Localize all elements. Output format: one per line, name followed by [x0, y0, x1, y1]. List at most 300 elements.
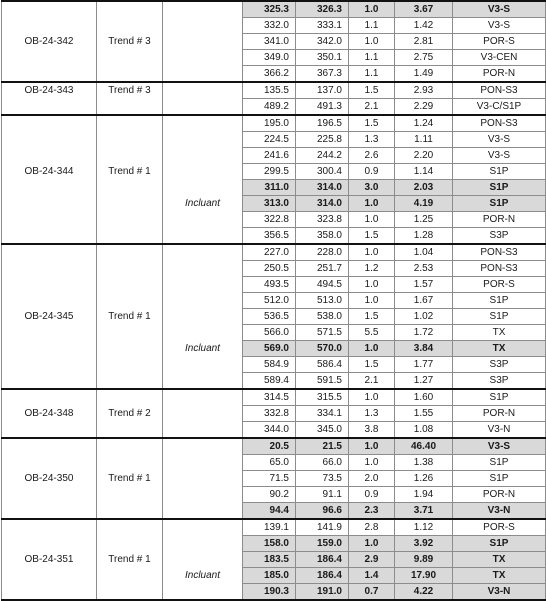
note-cell: Incluant — [163, 568, 243, 584]
trend-cell: Trend # 3 — [97, 34, 163, 50]
to-cell: 91.1 — [296, 487, 349, 503]
from-cell: 569.0 — [243, 341, 296, 357]
grade-cell: 1.14 — [395, 164, 453, 180]
drill-hole-cell — [2, 373, 97, 390]
domain-cell: S3P — [453, 373, 546, 390]
trend-cell — [97, 568, 163, 584]
drill-hole-cell — [2, 99, 97, 116]
grade-cell: 3.67 — [395, 1, 453, 18]
note-cell — [163, 536, 243, 552]
drill-hole-cell — [2, 357, 97, 373]
length-cell: 2.9 — [349, 552, 395, 568]
note-cell — [163, 244, 243, 261]
domain-cell: S1P — [453, 180, 546, 196]
length-cell: 2.6 — [349, 148, 395, 164]
length-cell: 1.1 — [349, 18, 395, 34]
to-cell: 137.0 — [296, 82, 349, 99]
trend-cell — [97, 487, 163, 503]
from-cell: 90.2 — [243, 487, 296, 503]
note-cell — [163, 487, 243, 503]
from-cell: 94.4 — [243, 503, 296, 520]
trend-cell — [97, 584, 163, 601]
grade-cell: 3.71 — [395, 503, 453, 520]
to-cell: 571.5 — [296, 325, 349, 341]
from-cell: 190.3 — [243, 584, 296, 601]
drill-hole-cell — [2, 18, 97, 34]
to-cell: 350.1 — [296, 50, 349, 66]
to-cell: 323.8 — [296, 212, 349, 228]
drill-hole-cell — [2, 132, 97, 148]
grade-cell: 9.89 — [395, 552, 453, 568]
note-cell — [163, 471, 243, 487]
grade-cell: 1.26 — [395, 471, 453, 487]
table-row — [2, 180, 546, 196]
from-cell: 139.1 — [243, 519, 296, 536]
to-cell: 491.3 — [296, 99, 349, 116]
table-row — [2, 341, 546, 357]
drill-hole-cell — [2, 212, 97, 228]
grade-cell: 4.19 — [395, 196, 453, 212]
from-cell: 366.2 — [243, 66, 296, 83]
from-cell: 489.2 — [243, 99, 296, 116]
length-cell: 1.0 — [349, 389, 395, 406]
to-cell: 334.1 — [296, 406, 349, 422]
grade-cell: 2.29 — [395, 99, 453, 116]
table-row — [2, 438, 546, 455]
table-row — [2, 1, 546, 18]
drill-hole-cell — [2, 341, 97, 357]
table-row — [2, 373, 546, 390]
length-cell: 1.0 — [349, 341, 395, 357]
length-cell: 3.8 — [349, 422, 395, 439]
trend-cell: Trend # 1 — [97, 309, 163, 325]
grade-cell: 1.12 — [395, 519, 453, 536]
table-row — [2, 115, 546, 132]
table-row — [2, 584, 546, 601]
to-cell: 494.5 — [296, 277, 349, 293]
table-row — [2, 357, 546, 373]
length-cell: 2.0 — [349, 471, 395, 487]
trend-cell — [97, 244, 163, 261]
drill-results-table — [1, 0, 546, 601]
to-cell: 570.0 — [296, 341, 349, 357]
table-row — [2, 244, 546, 261]
from-cell: 344.0 — [243, 422, 296, 439]
domain-cell: V3-N — [453, 503, 546, 520]
drill-hole-cell — [2, 584, 97, 601]
domain-cell: S3P — [453, 357, 546, 373]
grade-cell: 2.81 — [395, 34, 453, 50]
from-cell: 299.5 — [243, 164, 296, 180]
to-cell: 186.4 — [296, 568, 349, 584]
to-cell: 358.0 — [296, 228, 349, 245]
grade-cell: 1.49 — [395, 66, 453, 83]
drill-hole-cell — [2, 293, 97, 309]
note-cell — [163, 309, 243, 325]
trend-cell: Trend # 3 — [97, 82, 163, 99]
to-cell: 196.5 — [296, 115, 349, 132]
table-row — [2, 82, 546, 99]
length-cell: 1.5 — [349, 309, 395, 325]
length-cell: 1.0 — [349, 212, 395, 228]
note-cell — [163, 277, 243, 293]
drill-hole-cell — [2, 519, 97, 536]
trend-cell — [97, 99, 163, 116]
from-cell: 356.5 — [243, 228, 296, 245]
to-cell: 225.8 — [296, 132, 349, 148]
grade-cell: 1.28 — [395, 228, 453, 245]
grade-cell: 1.27 — [395, 373, 453, 390]
table-row — [2, 164, 546, 180]
trend-cell — [97, 228, 163, 245]
note-cell — [163, 99, 243, 116]
domain-cell: POR-S — [453, 519, 546, 536]
note-cell — [163, 164, 243, 180]
drill-hole-cell — [2, 455, 97, 471]
table-row — [2, 228, 546, 245]
note-cell — [163, 325, 243, 341]
table-row — [2, 536, 546, 552]
trend-cell — [97, 132, 163, 148]
grade-cell: 2.03 — [395, 180, 453, 196]
domain-cell: S1P — [453, 293, 546, 309]
trend-cell — [97, 455, 163, 471]
drill-hole-cell — [2, 148, 97, 164]
to-cell: 314.0 — [296, 180, 349, 196]
drill-hole-cell: OB-24-342 — [2, 34, 97, 50]
grade-cell: 1.25 — [395, 212, 453, 228]
drill-hole-cell — [2, 536, 97, 552]
trend-cell — [97, 503, 163, 520]
table-row — [2, 455, 546, 471]
table-row — [2, 132, 546, 148]
length-cell: 1.4 — [349, 568, 395, 584]
from-cell: 341.0 — [243, 34, 296, 50]
from-cell: 325.3 — [243, 1, 296, 18]
trend-cell — [97, 18, 163, 34]
to-cell: 244.2 — [296, 148, 349, 164]
note-cell — [163, 115, 243, 132]
from-cell: 227.0 — [243, 244, 296, 261]
note-cell — [163, 132, 243, 148]
drill-hole-cell: OB-24-344 — [2, 164, 97, 180]
trend-cell — [97, 536, 163, 552]
drill-hole-cell — [2, 196, 97, 212]
note-cell — [163, 1, 243, 18]
domain-cell: POR-N — [453, 406, 546, 422]
length-cell: 0.9 — [349, 487, 395, 503]
from-cell: 20.5 — [243, 438, 296, 455]
domain-cell: V3-S — [453, 132, 546, 148]
trend-cell — [97, 196, 163, 212]
grade-cell: 2.75 — [395, 50, 453, 66]
grade-cell: 2.53 — [395, 261, 453, 277]
to-cell: 345.0 — [296, 422, 349, 439]
to-cell: 66.0 — [296, 455, 349, 471]
note-cell — [163, 212, 243, 228]
length-cell: 1.5 — [349, 115, 395, 132]
note-cell: Incluant — [163, 341, 243, 357]
length-cell: 1.0 — [349, 438, 395, 455]
domain-cell: S1P — [453, 471, 546, 487]
length-cell: 1.0 — [349, 244, 395, 261]
from-cell: 65.0 — [243, 455, 296, 471]
trend-cell — [97, 180, 163, 196]
note-cell — [163, 373, 243, 390]
drill-hole-cell — [2, 66, 97, 83]
to-cell: 342.0 — [296, 34, 349, 50]
from-cell: 536.5 — [243, 309, 296, 325]
to-cell: 538.0 — [296, 309, 349, 325]
from-cell: 158.0 — [243, 536, 296, 552]
from-cell: 349.0 — [243, 50, 296, 66]
note-cell — [163, 18, 243, 34]
drill-results-body — [2, 1, 546, 600]
from-cell: 493.5 — [243, 277, 296, 293]
grade-cell: 1.94 — [395, 487, 453, 503]
drill-hole-cell — [2, 244, 97, 261]
length-cell: 1.2 — [349, 261, 395, 277]
grade-cell: 1.72 — [395, 325, 453, 341]
trend-cell — [97, 293, 163, 309]
grade-cell: 1.38 — [395, 455, 453, 471]
length-cell: 1.0 — [349, 34, 395, 50]
note-cell — [163, 82, 243, 99]
note-cell — [163, 406, 243, 422]
table-row — [2, 552, 546, 568]
note-cell — [163, 50, 243, 66]
domain-cell: TX — [453, 552, 546, 568]
from-cell: 71.5 — [243, 471, 296, 487]
trend-cell — [97, 422, 163, 439]
length-cell: 1.0 — [349, 1, 395, 18]
note-cell — [163, 584, 243, 601]
domain-cell: V3-S — [453, 18, 546, 34]
trend-cell: Trend # 1 — [97, 552, 163, 568]
drill-hole-cell — [2, 568, 97, 584]
note-cell — [163, 148, 243, 164]
from-cell: 195.0 — [243, 115, 296, 132]
table-row — [2, 519, 546, 536]
note-cell — [163, 519, 243, 536]
drill-hole-cell — [2, 180, 97, 196]
from-cell: 185.0 — [243, 568, 296, 584]
trend-cell — [97, 325, 163, 341]
domain-cell: POR-S — [453, 277, 546, 293]
drill-hole-cell — [2, 277, 97, 293]
domain-cell: S1P — [453, 196, 546, 212]
domain-cell: S1P — [453, 389, 546, 406]
length-cell: 1.0 — [349, 293, 395, 309]
length-cell: 1.1 — [349, 66, 395, 83]
drill-hole-cell — [2, 115, 97, 132]
domain-cell: POR-N — [453, 487, 546, 503]
to-cell: 586.4 — [296, 357, 349, 373]
grade-cell: 2.93 — [395, 82, 453, 99]
grade-cell: 1.60 — [395, 389, 453, 406]
domain-cell: V3-N — [453, 584, 546, 601]
note-cell: Incluant — [163, 196, 243, 212]
table-row — [2, 389, 546, 406]
length-cell: 1.0 — [349, 277, 395, 293]
note-cell — [163, 180, 243, 196]
drill-hole-cell: OB-24-351 — [2, 552, 97, 568]
grade-cell: 1.55 — [395, 406, 453, 422]
table-row — [2, 487, 546, 503]
from-cell: 311.0 — [243, 180, 296, 196]
table-row — [2, 66, 546, 83]
trend-cell — [97, 212, 163, 228]
length-cell: 1.5 — [349, 228, 395, 245]
to-cell: 326.3 — [296, 1, 349, 18]
table-row — [2, 325, 546, 341]
note-cell — [163, 228, 243, 245]
to-cell: 367.3 — [296, 66, 349, 83]
domain-cell: POR-N — [453, 212, 546, 228]
drill-hole-cell — [2, 503, 97, 520]
from-cell: 250.5 — [243, 261, 296, 277]
domain-cell: TX — [453, 341, 546, 357]
length-cell: 1.0 — [349, 455, 395, 471]
domain-cell: S1P — [453, 309, 546, 325]
table-row — [2, 34, 546, 50]
trend-cell — [97, 373, 163, 390]
length-cell: 1.3 — [349, 132, 395, 148]
from-cell: 512.0 — [243, 293, 296, 309]
to-cell: 159.0 — [296, 536, 349, 552]
trend-cell — [97, 50, 163, 66]
table-row — [2, 50, 546, 66]
grade-cell: 1.04 — [395, 244, 453, 261]
table-row — [2, 18, 546, 34]
grade-cell: 1.11 — [395, 132, 453, 148]
trend-cell: Trend # 2 — [97, 406, 163, 422]
from-cell: 183.5 — [243, 552, 296, 568]
to-cell: 141.9 — [296, 519, 349, 536]
domain-cell: V3-C/S1P — [453, 99, 546, 116]
table-row — [2, 568, 546, 584]
note-cell — [163, 503, 243, 520]
table-row — [2, 261, 546, 277]
trend-cell — [97, 1, 163, 18]
table-row — [2, 196, 546, 212]
domain-cell: S1P — [453, 536, 546, 552]
drill-hole-cell — [2, 422, 97, 439]
to-cell: 96.6 — [296, 503, 349, 520]
domain-cell: V3-S — [453, 1, 546, 18]
domain-cell: V3-N — [453, 422, 546, 439]
drill-hole-cell — [2, 261, 97, 277]
domain-cell: TX — [453, 325, 546, 341]
from-cell: 584.9 — [243, 357, 296, 373]
note-cell — [163, 34, 243, 50]
table-row — [2, 99, 546, 116]
trend-cell: Trend # 1 — [97, 164, 163, 180]
to-cell: 251.7 — [296, 261, 349, 277]
grade-cell: 46.40 — [395, 438, 453, 455]
trend-cell — [97, 519, 163, 536]
from-cell: 332.0 — [243, 18, 296, 34]
from-cell: 332.8 — [243, 406, 296, 422]
drill-hole-cell — [2, 487, 97, 503]
length-cell: 2.3 — [349, 503, 395, 520]
length-cell: 1.5 — [349, 357, 395, 373]
length-cell: 2.8 — [349, 519, 395, 536]
domain-cell: PON-S3 — [453, 244, 546, 261]
drill-hole-cell: OB-24-350 — [2, 471, 97, 487]
drill-hole-cell: OB-24-348 — [2, 406, 97, 422]
domain-cell: POR-S — [453, 34, 546, 50]
length-cell: 5.5 — [349, 325, 395, 341]
from-cell: 322.8 — [243, 212, 296, 228]
drill-hole-cell — [2, 1, 97, 18]
drill-hole-cell — [2, 438, 97, 455]
domain-cell: V3-S — [453, 148, 546, 164]
note-cell — [163, 357, 243, 373]
note-cell — [163, 261, 243, 277]
domain-cell: TX — [453, 568, 546, 584]
table-row — [2, 148, 546, 164]
table-row — [2, 471, 546, 487]
to-cell: 513.0 — [296, 293, 349, 309]
grade-cell: 2.20 — [395, 148, 453, 164]
trend-cell — [97, 277, 163, 293]
note-cell — [163, 552, 243, 568]
from-cell: 566.0 — [243, 325, 296, 341]
drill-hole-cell: OB-24-343 — [2, 82, 97, 99]
domain-cell: V3-S — [453, 438, 546, 455]
from-cell: 313.0 — [243, 196, 296, 212]
table-row — [2, 422, 546, 439]
grade-cell: 1.57 — [395, 277, 453, 293]
to-cell: 300.4 — [296, 164, 349, 180]
to-cell: 315.5 — [296, 389, 349, 406]
domain-cell: S3P — [453, 228, 546, 245]
table-row — [2, 293, 546, 309]
to-cell: 333.1 — [296, 18, 349, 34]
note-cell — [163, 438, 243, 455]
domain-cell: PON-S3 — [453, 115, 546, 132]
to-cell: 73.5 — [296, 471, 349, 487]
drill-hole-cell — [2, 389, 97, 406]
grade-cell: 1.08 — [395, 422, 453, 439]
note-cell — [163, 455, 243, 471]
to-cell: 314.0 — [296, 196, 349, 212]
table-row — [2, 503, 546, 520]
length-cell: 2.1 — [349, 373, 395, 390]
drill-hole-cell: OB-24-345 — [2, 309, 97, 325]
from-cell: 135.5 — [243, 82, 296, 99]
trend-cell: Trend # 1 — [97, 471, 163, 487]
trend-cell — [97, 115, 163, 132]
grade-cell: 1.42 — [395, 18, 453, 34]
to-cell: 228.0 — [296, 244, 349, 261]
to-cell: 591.5 — [296, 373, 349, 390]
table-row — [2, 212, 546, 228]
to-cell: 186.4 — [296, 552, 349, 568]
domain-cell: PON-S3 — [453, 82, 546, 99]
length-cell: 1.0 — [349, 196, 395, 212]
domain-cell: V3-CEN — [453, 50, 546, 66]
note-cell — [163, 293, 243, 309]
grade-cell: 1.24 — [395, 115, 453, 132]
grade-cell: 1.67 — [395, 293, 453, 309]
note-cell — [163, 422, 243, 439]
domain-cell: PON-S3 — [453, 261, 546, 277]
table-row — [2, 309, 546, 325]
domain-cell: POR-N — [453, 66, 546, 83]
grade-cell: 1.02 — [395, 309, 453, 325]
